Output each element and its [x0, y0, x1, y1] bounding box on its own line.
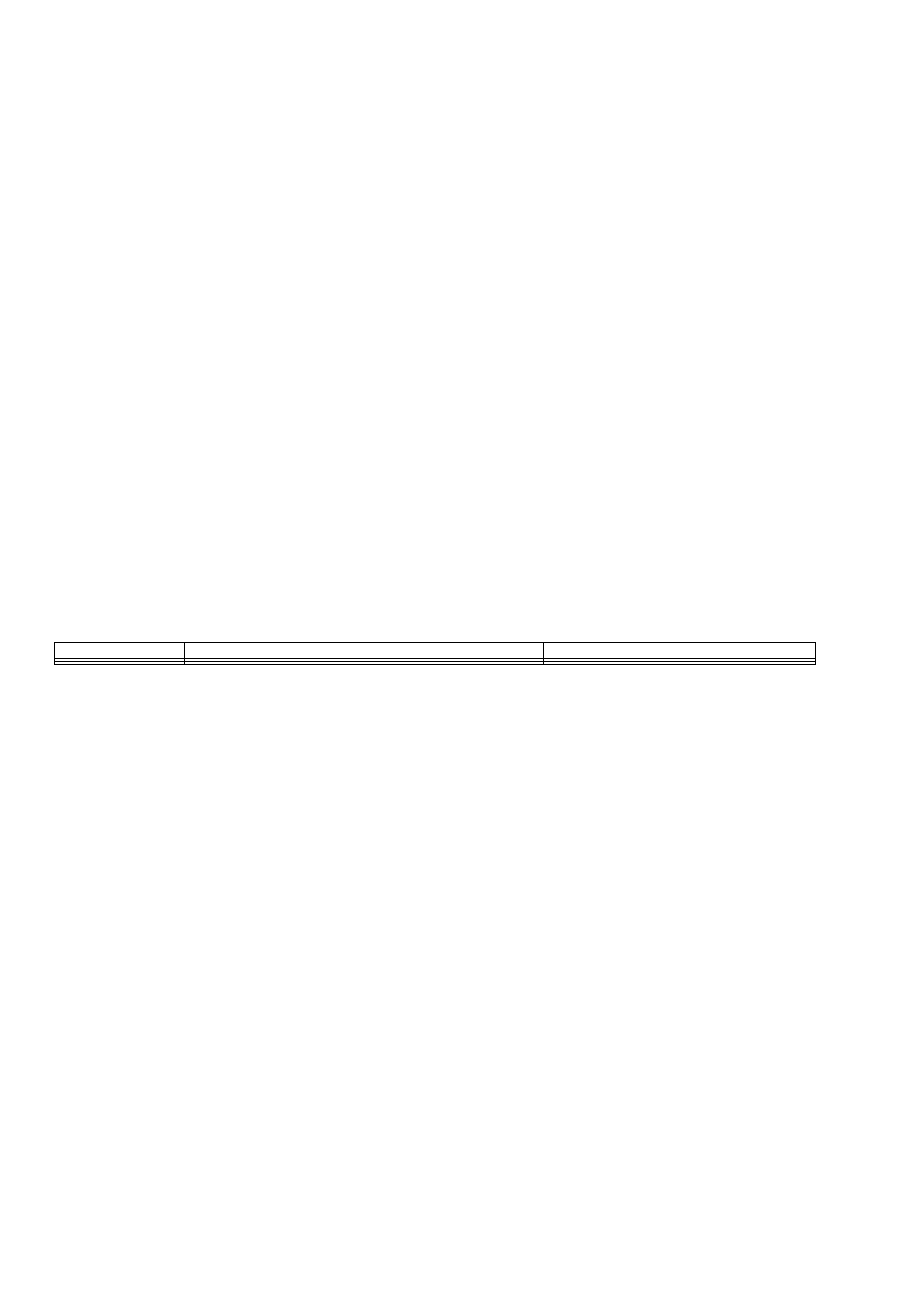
table-header-cell — [185, 643, 544, 659]
exercise-column-left — [61, 864, 443, 880]
table-header-row — [55, 643, 816, 659]
table-header-cell — [544, 643, 816, 659]
notes-cell — [185, 662, 544, 665]
usage-table — [54, 642, 816, 665]
table-row — [55, 662, 816, 665]
examples-cell — [544, 662, 816, 665]
exercise-title — [61, 864, 443, 880]
table-header-cell — [55, 643, 185, 659]
case-cell — [55, 662, 185, 665]
